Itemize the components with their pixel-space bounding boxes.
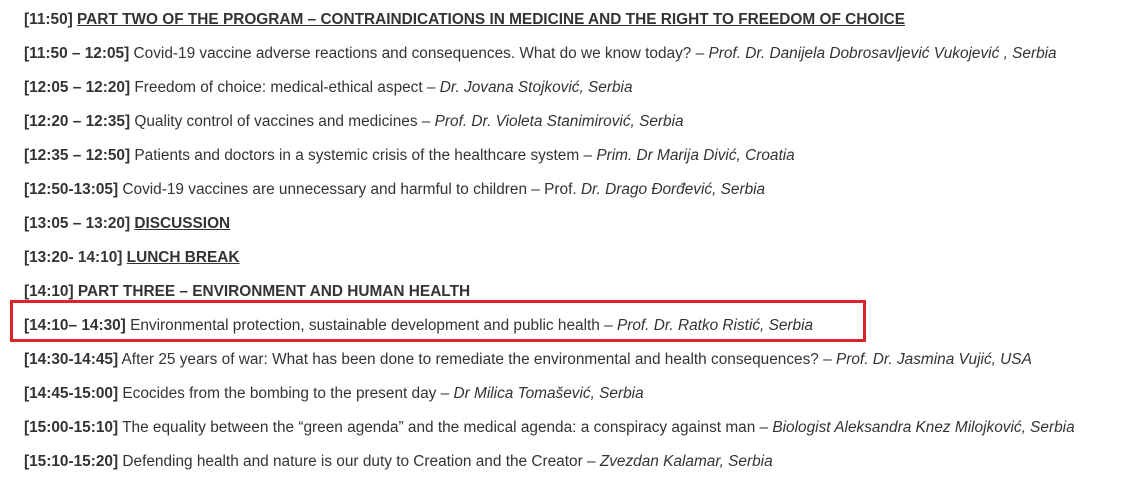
- talk-title: The equality between the “green agenda” and the medical agenda: a conspiracy against man –: [122, 419, 769, 436]
- speaker-name: Prof. Dr. Violeta Stanimirović, Serbia: [434, 113, 684, 130]
- time-label: [14:10]: [24, 283, 74, 300]
- time-label: [11:50]: [24, 11, 73, 28]
- section-title: LUNCH BREAK: [126, 249, 240, 266]
- time-label: [14:45-15:00]: [24, 385, 119, 402]
- time-label: [12:05 – 12:20]: [24, 79, 131, 96]
- speaker-name: Prof. Dr. Jasmina Vujić, USA: [835, 351, 1032, 368]
- program-item: [24, 178, 765, 202]
- speaker-name: Dr Milica Tomašević, Serbia: [453, 385, 644, 402]
- speaker-name: Prof. Dr. Danijela Dobrosavljević Vukojević , Serbia: [708, 45, 1057, 62]
- time-label: [11:50 – 12:05]: [24, 45, 130, 62]
- talk-title: Environmental protection, sustainable development and public health –: [130, 317, 613, 334]
- talk-title: Freedom of choice: medical-ethical aspect –: [134, 79, 436, 96]
- section-title: DISCUSSION: [134, 215, 231, 232]
- time-label: [14:10– 14:30]: [24, 317, 126, 334]
- time-label: [13:20- 14:10]: [24, 249, 123, 266]
- talk-title: Ecocides from the bombing to the present day –: [122, 385, 450, 402]
- section-title: PART THREE – ENVIRONMENT AND HUMAN HEALTH: [77, 283, 471, 300]
- talk-title: After 25 years of war: What has been done to remediate the environmental and health consequences? –: [121, 351, 832, 368]
- program-item: [24, 416, 1075, 440]
- speaker-name: Dr. Jovana Stojković, Serbia: [439, 79, 633, 96]
- talk-title: Patients and doctors in a systemic crisis of the healthcare system –: [134, 147, 593, 164]
- talk-title: Defending health and nature is our duty to Creation and the Creator –: [122, 453, 596, 470]
- program-item: [24, 76, 633, 100]
- speaker-name: Zvezdan Kalamar, Serbia: [599, 453, 773, 470]
- program-item-lunch-break: [24, 246, 240, 270]
- speaker-name: Dr. Drago Đorđević, Serbia: [580, 181, 766, 198]
- time-label: [12:35 – 12:50]: [24, 147, 131, 164]
- time-label: [12:50-13:05]: [24, 181, 119, 198]
- time-label: [15:10-15:20]: [24, 453, 119, 470]
- talk-title: Covid-19 vaccines are unnecessary and harmful to children – Prof.: [122, 181, 577, 198]
- time-label: [13:05 – 13:20]: [24, 215, 131, 232]
- section-heading-part-two: [24, 8, 905, 32]
- talk-title: Covid-19 vaccine adverse reactions and consequences. What do we know today? –: [133, 45, 705, 62]
- section-title: PART TWO OF THE PROGRAM – CONTRAINDICATIONS IN MEDICINE AND THE RIGHT TO FREEDOM OF CHOICE: [77, 11, 905, 28]
- program-item: [24, 110, 684, 134]
- time-label: [14:30-14:45]: [24, 351, 119, 368]
- program-item: [24, 450, 773, 474]
- speaker-name: Prof. Dr. Ratko Ristić, Serbia: [616, 317, 814, 334]
- speaker-name: Prim. Dr Marija Divić, Croatia: [596, 147, 795, 164]
- speaker-name: Biologist Aleksandra Knez Milojković, Serbia: [772, 419, 1075, 436]
- program-item: [24, 348, 1032, 372]
- program-item-discussion: [24, 212, 230, 236]
- program-item: [24, 42, 1057, 66]
- program-item: [24, 144, 795, 168]
- talk-title: Quality control of vaccines and medicines –: [134, 113, 431, 130]
- time-label: [12:20 – 12:35]: [24, 113, 131, 130]
- time-label: [15:00-15:10]: [24, 419, 119, 436]
- highlight-box: [10, 300, 866, 342]
- program-item: [24, 382, 644, 406]
